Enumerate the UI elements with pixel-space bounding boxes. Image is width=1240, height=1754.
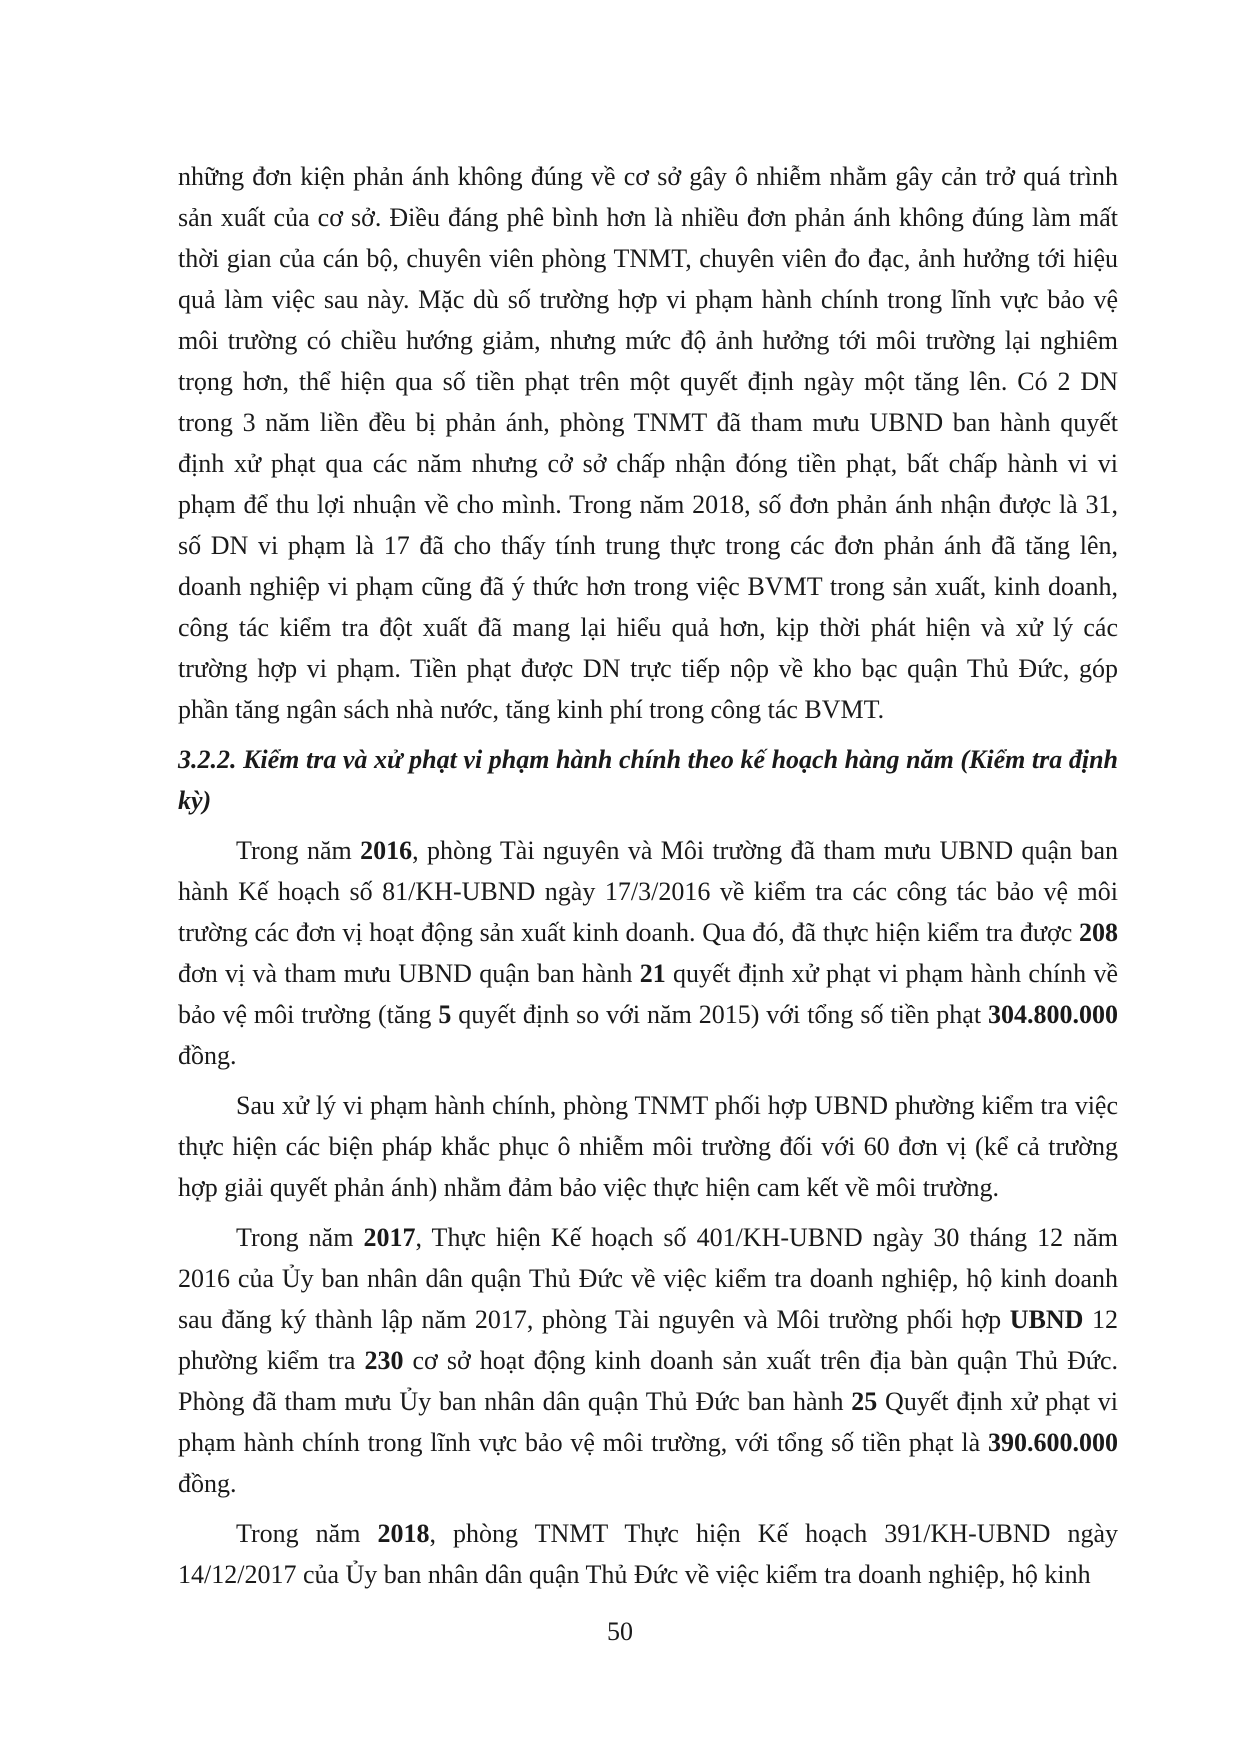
units-inspected-2017: 230	[364, 1346, 404, 1375]
text-segment: quyết định xử phạt vi phạm hành chính về bảo vệ môi trường (tăng	[178, 959, 1118, 1029]
text-segment: Trong năm	[236, 1223, 364, 1252]
text-segment: 12 phường kiểm tra	[178, 1305, 1118, 1375]
text-segment: Quyết định xử phạt vi phạm hành chính trong lĩnh vực bảo vệ môi trường, với tổng số tiền phạt là	[178, 1387, 1119, 1457]
year-2016: 2016	[360, 836, 413, 865]
decisions-2016: 21	[639, 959, 666, 988]
paragraph-complaints-continued: những đơn kiện phản ánh không đúng về cơ sở gây ô nhiễm nhằm gây cản trở quá trình sản xuất của cơ sở. Điều đáng phê bình hơn là nhiều đơn phản ánh không đúng làm mất thời gian của cán bộ, chuyên viên phòng TNMT, chuyên viên đo đạc, ảnh hưởng tới hiệu quả làm việc sau này. Mặc dù số trường hợp vi phạm hành chính trong lĩnh vực bảo vệ môi trường có chiều hướng giảm, nhưng mức độ ảnh hưởng tới môi trường lại nghiêm trọng hơn, thể hiện qua số tiền phạt trên một quyết định ngày một tăng lên. Có 2 DN trong 3 năm liền đều bị phản ánh, phòng TNMT đã tham mưu UBND ban hành quyết định xử phạt qua các năm nhưng cở sở chấp nhận đóng tiền phạt, bất chấp hành vi vi phạm để thu lợi nhuận về cho mình. Trong năm 2018, số đơn phản ánh nhận được là 31, số DN vi phạm là 17 đã cho thấy tính trung thực trong các đơn phản ánh đã tăng lên, doanh nghiệp vi phạm cũng đã ý thức hơn trong việc BVMT trong sản xuất, kinh doanh, công tác kiểm tra đột xuất đã mang lại hiểu quả hơn, kịp thời phát hiện và xử lý các trường hợp vi phạm. Tiền phạt được DN trực tiếp nộp về kho bạc quận Thủ Đức, góp phần tăng ngân sách nhà nước, tăng kinh phí trong công tác BVMT.	[178, 162, 1118, 724]
text-segment: cơ sở hoạt động kinh doanh sản xuất trên địa bàn quận Thủ Đức. Phòng đã tham mưu Ủy ban nhân dân quận Thủ Đức ban hành	[178, 1346, 1118, 1416]
text-segment: , Thực hiện Kế hoạch số 401/KH-UBND ngày 30 tháng 12 năm 2016 của Ủy ban nhân dân quận Thủ Đức về việc kiểm tra doanh nghiệp, hộ kinh doanh sau đăng ký thành lập năm 2017, phòng Tài nguyên và Môi trường phối hợp	[178, 1223, 1118, 1334]
text-segment: Trong năm	[236, 1519, 378, 1548]
text-segment: đơn vị và tham mưu UBND quận ban hành	[178, 959, 640, 988]
text-segment: , phòng TNMT Thực hiện Kế hoạch 391/KH-UBND ngày 14/12/2017 của Ủy ban nhân dân quận Thủ Đức về việc kiểm tra doanh nghiệp, hộ kinh	[178, 1519, 1118, 1589]
plan-reference: Kế hoạch số 81/KH-UBND	[238, 877, 536, 906]
fine-total-2016: 304.800.000	[988, 1000, 1118, 1029]
year-2018: 2018	[377, 1519, 430, 1548]
paragraph-2017	[178, 1217, 1118, 1504]
paragraph-2016	[178, 830, 1118, 1076]
year-2017: 2017	[363, 1223, 416, 1252]
text-segment: ngày 17/3/2016 về kiểm tra các công tác bảo vệ môi trường các đơn vị hoạt động sản xuất kinh doanh. Qua đó, đã thực hiện kiểm tra được	[178, 877, 1118, 947]
increase-2016: 5	[438, 1000, 452, 1029]
paragraph-2018	[178, 1513, 1118, 1595]
page-number: 50	[607, 1617, 633, 1646]
text-segment: , phòng Tài nguyên và Môi trường đã tham mưu UBND quận ban hành	[178, 836, 1119, 906]
paragraph-remediation: Sau xử lý vi phạm hành chính, phòng TNMT phối hợp UBND phường kiểm tra việc thực hiện các biện pháp khắc phục ô nhiễm môi trường đối với 60 đơn vị (kể cả trường hợp giải quyết phản ánh) nhằm đảm bảo việc thực hiện cam kết về môi trường.	[178, 1091, 1118, 1202]
decisions-2017: 25	[851, 1387, 878, 1416]
document-page	[178, 156, 1118, 1595]
text-segment: đồng.	[178, 1469, 237, 1498]
text-segment: đồng.	[178, 1041, 237, 1070]
text-segment: Trong năm	[236, 836, 361, 865]
fine-total-2017: 390.600.000	[988, 1428, 1118, 1457]
units-inspected-2016: 208	[1079, 918, 1118, 947]
ubnd-bold: UBND	[1009, 1305, 1084, 1334]
section-heading-3-2-2: 3.2.2. Kiểm tra và xử phạt vi phạm hành chính theo kế hoạch hàng năm (Kiểm tra định kỳ)	[178, 745, 1118, 815]
text-segment: quyết định so với năm 2015) với tổng số tiền phạt	[451, 1000, 988, 1029]
